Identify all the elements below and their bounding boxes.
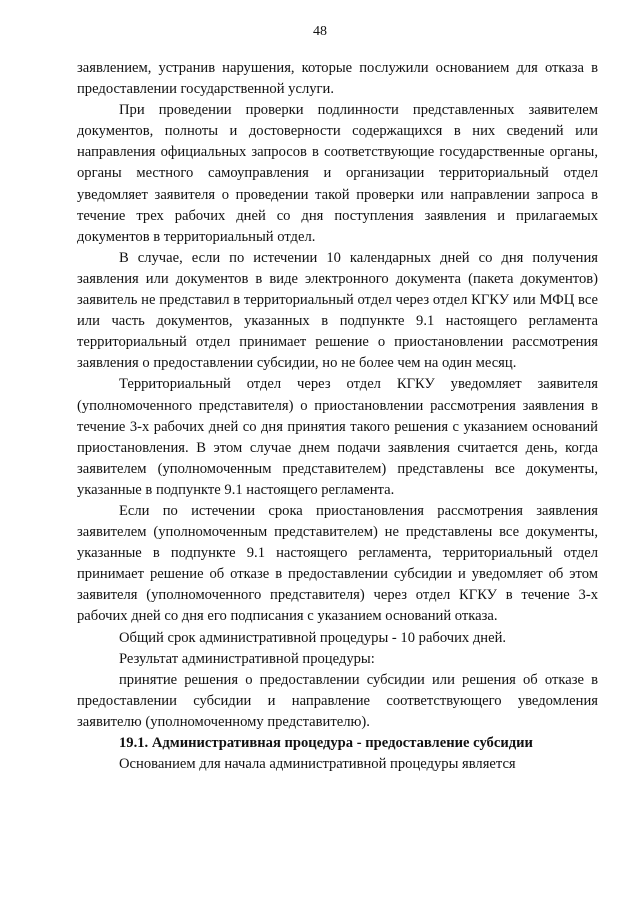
page-number: 48 (313, 24, 327, 39)
body-text (77, 58, 598, 775)
section-heading: 19.1. Административная процедура - предоставление субсидии (119, 735, 533, 751)
paragraph-suspension-notice: Территориальный отдел через отдел КГКУ уведомляет заявителя (уполномоченного представителя) о приостановлении рассмотрения заявления в течение 3-х рабочих дней со дня принятия такого решения с указанием оснований приостановления. В этом случае днем подачи заявления считается день, когда заявителем (уполномоченным представителем) представлены все документы, указанные в подпункте 9.1 настоящего регламента. (77, 376, 598, 498)
paragraph-procedure-term: Общий срок административной процедуры - 10 рабочих дней. (119, 629, 507, 646)
paragraph-refusal-decision: Если по истечении срока приостановления рассмотрения заявления заявителем (уполномоченным представителем) не представлены все документы, указанные в подпункте 9.1 настоящего регламента, территориальный отдел принимает решение об отказе в предоставлении субсидии и уведомляет об этом заявителя (уполномоченного представителя) через отдел КГКУ в течение 3-х рабочих дней со дня его подписания с указанием оснований отказа. (77, 502, 598, 625)
paragraph-result-heading: Результат административной процедуры: (119, 650, 375, 667)
paragraph-result: принятие решения о предоставлении субсидии или решения об отказе в предоставлении субсидии и направление соответствующего уведомления заявителю (уполномоченному представителю). (77, 671, 598, 730)
paragraph-basis: Основанием для начала административной процедуры является (119, 756, 516, 773)
paragraph-verification-notice: При проведении проверки подлинности представленных заявителем документов, полноты и достоверности содержащихся в них сведений или направления официальных запросов в соответствующие государственные органы, органы местного самоуправления и организации территориальный отдел уведомляет заявителя о проведении такой проверки или направлении запроса в течение трех рабочих дней со дня поступления заявления и прилагаемых документов в территориальный отдел. (77, 102, 598, 245)
paragraph-continuation: заявлением, устранив нарушения, которые послужили основанием для отказа в предоставлении государственной услуги. (77, 60, 598, 98)
paragraph-suspension-decision: В случае, если по истечении 10 календарных дней со дня получения заявления или документов в виде электронного документа (пакета документов) заявитель не представил в территориальный отдел через отдел КГКУ или МФЦ все или часть документов, указанных в подпункте 9.1 настоящего регламента территориальный отдел принимает решение о приостановлении рассмотрения заявления о предоставлении субсидии, но не более чем на один месяц. (77, 249, 598, 372)
